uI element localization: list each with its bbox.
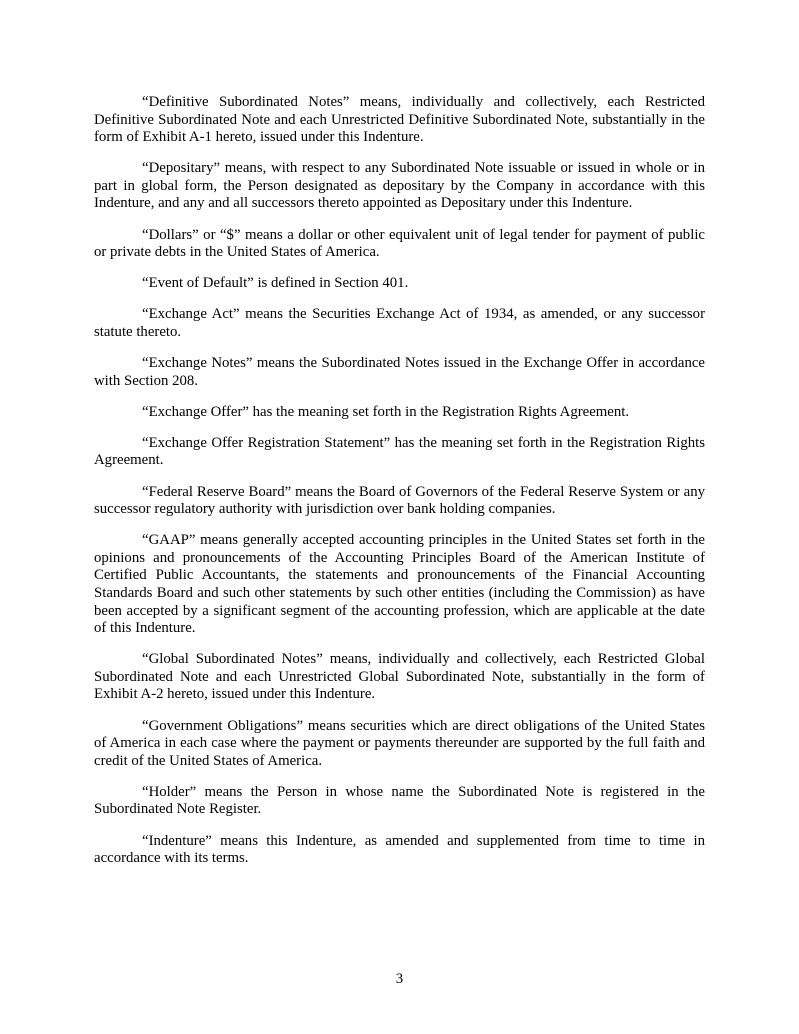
definition-exchange-offer: “Exchange Offer” has the meaning set forth in the Registration Rights Agreement. (142, 403, 630, 420)
definition-depositary: “Depositary” means, with respect to any Subordinated Note issuable or issued in whole or in part in global form, the Person designated as depositary by the Company in accordance with this Indenture, and any and all successors thereto appointed as Depositary under this Indenture. (94, 160, 705, 212)
definition-exchange-offer-registration-statement: “Exchange Offer Registration Statement” has the meaning set forth in the Registration Rights Agreement. (94, 434, 705, 469)
definition-global-subordinated-notes: “Global Subordinated Notes” means, individually and collectively, each Restricted Global Subordinated Note and each Unrestricted Global Subordinated Note, substantially in the form of Exhibit A-2 hereto, issued under this Indenture. (94, 651, 705, 703)
document-page (94, 94, 705, 881)
definition-gaap: “GAAP” means generally accepted accounting principles in the United States set forth in the opinions and pronouncements of the Accounting Principles Board of the American Institute of Certified Public Accountants, the statements and pronouncements of the Financial Accounting Standards Board and such other statements by such other entities (including the Commission) as have been accepted by a significant segment of the accounting profession, which are applicable at the date of this Indenture. (94, 532, 705, 637)
definition-exchange-act: “Exchange Act” means the Securities Exchange Act of 1934, as amended, or any successor statute thereto. (94, 306, 705, 340)
definition-definitive-subordinated-notes: “Definitive Subordinated Notes” means, individually and collectively, each Restricted Definitive Subordinated Note and each Unrestricted Definitive Subordinated Note, substantially in the form of Exhibit A-1 hereto, issued under this Indenture. (94, 94, 705, 146)
definition-government-obligations: “Government Obligations” means securities which are direct obligations of the United States of America in each case where the payment or payments thereunder are supported by the full faith and credit of the United States of America. (94, 717, 705, 769)
definition-event-of-default: “Event of Default” is defined in Section 401. (142, 275, 409, 292)
definition-indenture: “Indenture” means this Indenture, as amended and supplemented from time to time in accordance with its terms. (94, 832, 705, 867)
definition-federal-reserve-board: “Federal Reserve Board” means the Board of Governors of the Federal Reserve System or any successor regulatory authority with jurisdiction over bank holding companies. (94, 483, 705, 518)
definition-exchange-notes: “Exchange Notes” means the Subordinated Notes issued in the Exchange Offer in accordance with Section 208. (94, 355, 705, 389)
definition-holder: “Holder” means the Person in whose name the Subordinated Note is registered in the Subordinated Note Register. (94, 783, 705, 818)
page-number: 3 (395, 971, 404, 987)
definition-dollars: “Dollars” or “$” means a dollar or other equivalent unit of legal tender for payment of public or private debts in the United States of America. (94, 226, 705, 261)
